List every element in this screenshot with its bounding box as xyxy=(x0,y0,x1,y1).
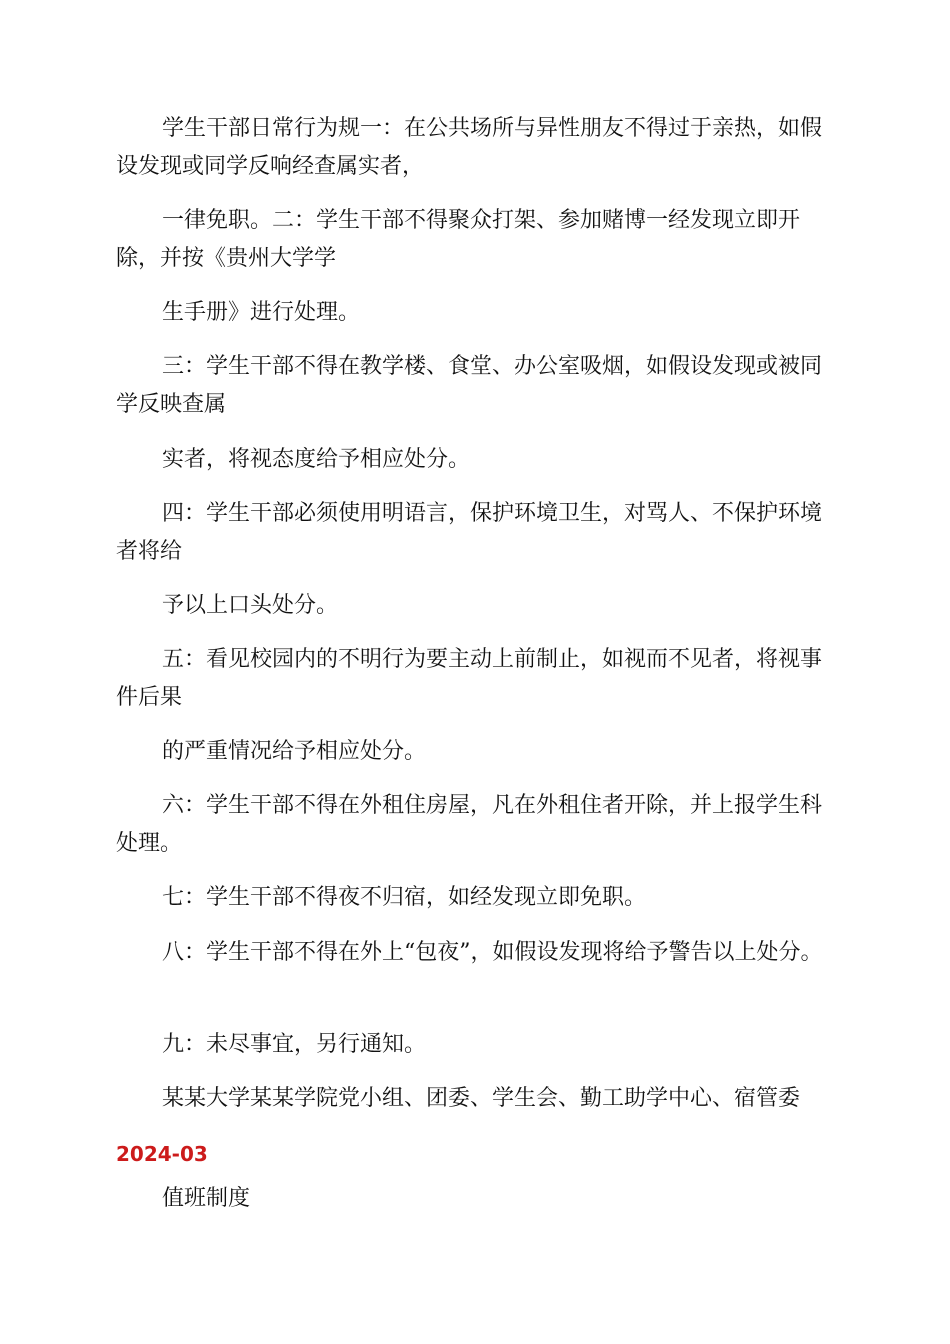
next-section-heading: 值班制度 xyxy=(162,1186,251,1211)
paragraph-rule-2: 一律免职。二：学生干部不得聚众打架、参加赌博一经发现立即开除，并按《贵州大学学 xyxy=(116,208,801,271)
paragraph-rule-5-cont: 的严重情况给予相应处分。 xyxy=(162,739,427,764)
paragraph-rule-1: 学生干部日常行为规一：在公共场所与异性朋友不得过于亲热，如假设发现或同学反响经查属实者， xyxy=(116,116,823,179)
paragraph-rule-7: 七：学生干部不得夜不归宿，如经发现立即免职。 xyxy=(162,885,647,910)
paragraph-rule-6: 六：学生干部不得在外租住房屋，凡在外租住者开除，并上报学生科处理。 xyxy=(116,793,823,856)
paragraph-signature: 某某大学某某学院党小组、团委、学生会、勤工助学中心、宿管委 xyxy=(162,1086,801,1111)
paragraph-rule-5: 五：看见校园内的不明行为要主动上前制止，如视而不见者，将视事件后果 xyxy=(116,647,823,710)
document-date: 2024-03 xyxy=(116,1142,208,1166)
paragraph-rule-9: 九：未尽事宜，另行通知。 xyxy=(162,1032,427,1057)
paragraph-rule-3: 三：学生干部不得在教学楼、食堂、办公室吸烟，如假设发现或被同学反映查属 xyxy=(116,354,823,417)
paragraph-rule-4-cont: 予以上口头处分。 xyxy=(162,593,339,618)
paragraph-rule-4: 四：学生干部必须使用明语言，保护环境卫生，对骂人、不保护环境者将给 xyxy=(116,501,823,564)
paragraph-rule-8: 八：学生干部不得在外上“包夜”，如假设发现将给予警告以上处分。 xyxy=(162,940,823,965)
paragraph-rule-2-cont: 生手册》进行处理。 xyxy=(162,300,361,325)
paragraph-rule-3-cont: 实者，将视态度给予相应处分。 xyxy=(162,447,471,472)
